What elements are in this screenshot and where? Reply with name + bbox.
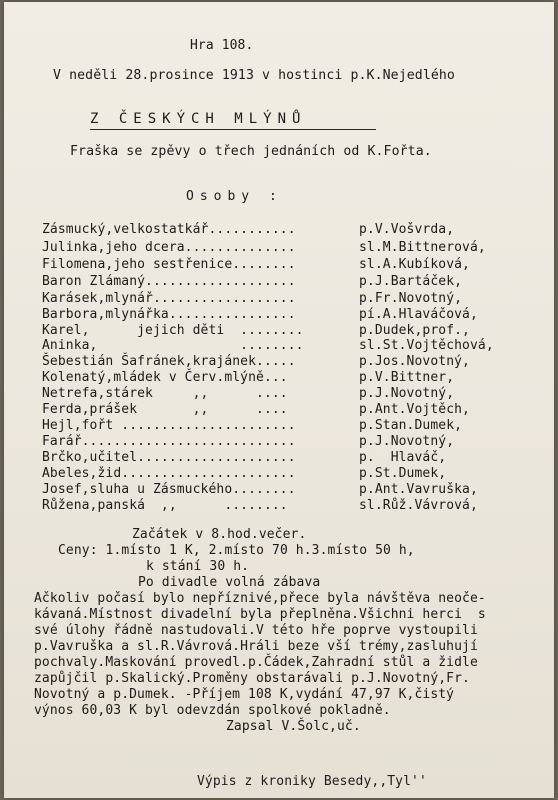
cast-role: Netrefa,stárek ,, .... xyxy=(42,386,288,401)
prices-line-2: k stání 30 h. xyxy=(146,559,250,574)
cast-actor: p.Jos.Novotný, xyxy=(359,354,470,369)
cast-actor: sl.Růž.Vávrová, xyxy=(359,498,478,513)
start-time: Začátek v 8.hod.večer. xyxy=(132,527,307,542)
report-line: výnos 60,03 K byl odevzdán spolkové pokladně. xyxy=(34,703,391,718)
cast-role: Julinka,jeho dcera.............. xyxy=(42,240,296,255)
footer-note: Výpis z kroniky Besedy,,Tyl'' xyxy=(197,774,427,789)
cast-role: Hejl,fořt ...................... xyxy=(42,418,296,433)
cast-actor: p.J.Novotný, xyxy=(359,386,455,401)
cast-role: Kolenatý,mládek v Červ.mlýně... xyxy=(42,370,288,385)
cast-actor: p.J.Novotný, xyxy=(359,434,455,449)
cast-role: Šebestián Šafránek,krajánek..... xyxy=(42,354,296,369)
play-title: Z ČESKÝCH MLÝNŮ xyxy=(90,111,307,127)
cast-actor: p.V.Bittner, xyxy=(359,370,455,385)
cast-role: Karásek,mlynář.................. xyxy=(42,291,296,306)
cast-role: Baron Zlámaný................... xyxy=(42,274,296,289)
cast-role: Brčko,učitel.................... xyxy=(42,450,296,465)
typewritten-page xyxy=(4,2,554,798)
date-line: V neděli 28.prosince 1913 v hostinci p.K.Nejedlého xyxy=(53,68,455,83)
cast-role: Josef,sluha u Zásmuckého........ xyxy=(42,482,296,497)
report-line: Novotný a p.Dumek. -Příjem 108 K,vydání 47,97 K,čistý xyxy=(34,687,455,702)
report-line: své úlohy řádně nastudovali.V této hře poprve vystoupili xyxy=(34,623,478,638)
cast-actor: p.Ant.Vavruška, xyxy=(359,482,478,497)
cast-actor: p.Ant.Vojtěch, xyxy=(359,402,470,417)
cast-actor: p.V.Vošvrda, xyxy=(359,222,455,237)
report-line: pochvaly.Maskování provedl.p.Čádek,Zahradní stůl a židle xyxy=(34,655,478,670)
cast-role: Ferda,prášek ,, .... xyxy=(42,402,288,417)
cast-role: Zásmucký,velkostatkář........... xyxy=(42,222,296,237)
play-number: Hra 108. xyxy=(190,38,254,53)
cast-role: Karel, jejich děti ........ xyxy=(42,323,304,338)
report-line: Ačkoliv počasí bylo nepříznivé,přece byla návštěva neoče- xyxy=(34,591,486,606)
report-line: kávaná.Místnost divadelní byla přeplněna.Všichni herci s xyxy=(34,607,486,622)
cast-actor: pí.A.Hlaváčová, xyxy=(359,307,478,322)
cast-heading: Osoby : xyxy=(186,189,283,204)
cast-actor: p.St.Dumek, xyxy=(359,466,447,481)
cast-role: Růžena,panská ,, ........ xyxy=(42,498,288,513)
play-subtitle: Fraška se zpěvy o třech jednáních od K.Fořta. xyxy=(70,144,432,159)
cast-role: Farář........................... xyxy=(42,434,296,449)
cast-actor: p.J.Bartáček, xyxy=(359,274,463,289)
after-show-note: Po divadle volná zábava xyxy=(138,575,321,590)
cast-actor: p.Stan.Dumek, xyxy=(359,418,463,433)
prices-line-1: Ceny: 1.místo 1 K, 2.místo 70 h.3.místo 50 h, xyxy=(58,543,415,558)
report-line: p.Vavruška a sl.R.Vávrová.Hráli beze vší trémy,zasluhují xyxy=(34,639,478,654)
cast-role: Aninka, ........ xyxy=(42,338,304,353)
title-underline xyxy=(90,129,376,130)
cast-actor: p. Hlaváč, xyxy=(359,450,447,465)
cast-actor: p.Dudek,prof., xyxy=(359,323,470,338)
cast-actor: sl.A.Kubíková, xyxy=(359,257,470,272)
signature-line: Zapsal V.Šolc,uč. xyxy=(226,719,361,734)
cast-actor: sl.St.Vojtěchová, xyxy=(359,338,494,353)
cast-role: Barbora,mlynářka................ xyxy=(42,307,296,322)
cast-actor: p.Fr.Novotný, xyxy=(359,291,463,306)
report-line: zapůjčil p.Skalický.Proměny obstarávali p.J.Novotný,Fr. xyxy=(34,671,470,686)
cast-role: Abeles,žid...................... xyxy=(42,466,296,481)
cast-actor: sl.M.Bittnerová, xyxy=(359,240,486,255)
cast-role: Filomena,jeho sestřenice........ xyxy=(42,257,296,272)
